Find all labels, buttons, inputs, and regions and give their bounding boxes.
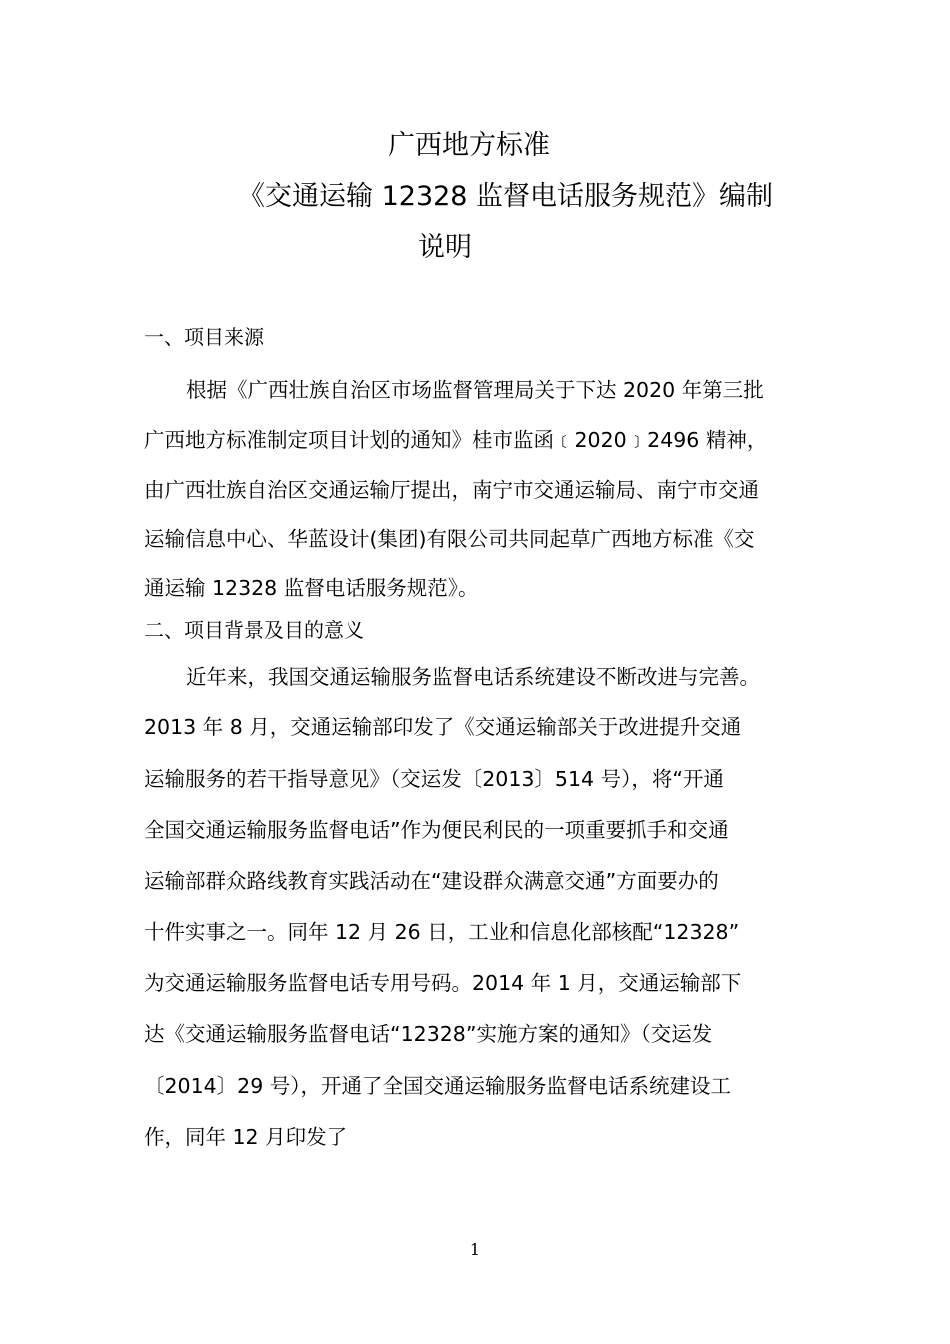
page-number: 1 <box>469 1240 481 1259</box>
document-title-line-1: 广西地方标准 <box>388 130 550 161</box>
paragraph-line: 通运输 12328 监督电话服务规范》。 <box>144 576 479 600</box>
paragraph-line: 由广西壮族自治区交通运输厅提出，南宁市交通运输局、南宁市交通 <box>144 478 759 502</box>
paragraph-line: 运输信息中心、华蓝设计(集团)有限公司共同起草广西地方标准《交 <box>144 527 755 551</box>
paragraph-line: 2013 年 8 月，交通运输部印发了《交通运输部关于改进提升交通 <box>144 715 742 739</box>
paragraph-line: 近年来，我国交通运输服务监督电话系统建设不断改进与完善。 <box>186 665 760 689</box>
document-title-line-3: 说明 <box>418 232 472 263</box>
section-heading-project-source: 一、项目来源 <box>144 325 264 349</box>
paragraph-line: 为交通运输服务监督电话专用号码。2014 年 1 月，交通运输部下 <box>144 971 742 995</box>
paragraph-line: 作，同年 12 月印发了 <box>144 1125 348 1149</box>
section-heading-background: 二、项目背景及目的意义 <box>144 618 364 642</box>
paragraph-line: 运输部群众路线教育实践活动在“建设群众满意交通”方面要办的 <box>144 869 719 893</box>
paragraph-line: 广西地方标准制定项目计划的通知》桂市监函﹝2020﹞2496 精神， <box>144 428 768 452</box>
paragraph-line: 〔2014〕29 号），开通了全国交通运输服务监督电话系统建设工 <box>144 1074 732 1098</box>
paragraph-line: 运输服务的若干指导意见》（交运发〔2013〕514 号），将“开通 <box>144 767 724 791</box>
paragraph-line: 达《交通运输服务监督电话“12328”实施方案的通知》（交运发 <box>144 1022 713 1046</box>
paragraph-line: 根据《广西壮族自治区市场监督管理局关于下达 2020 年第三批 <box>186 378 764 402</box>
paragraph-line: 全国交通运输服务监督电话”作为便民利民的一项重要抓手和交通 <box>144 818 729 842</box>
document-title-line-2: 《交通运输 12328 监督电话服务规范》编制 <box>238 181 774 212</box>
paragraph-line: 十件实事之一。同年 12 月 26 日，工业和信息化部核配“12328” <box>144 920 740 944</box>
